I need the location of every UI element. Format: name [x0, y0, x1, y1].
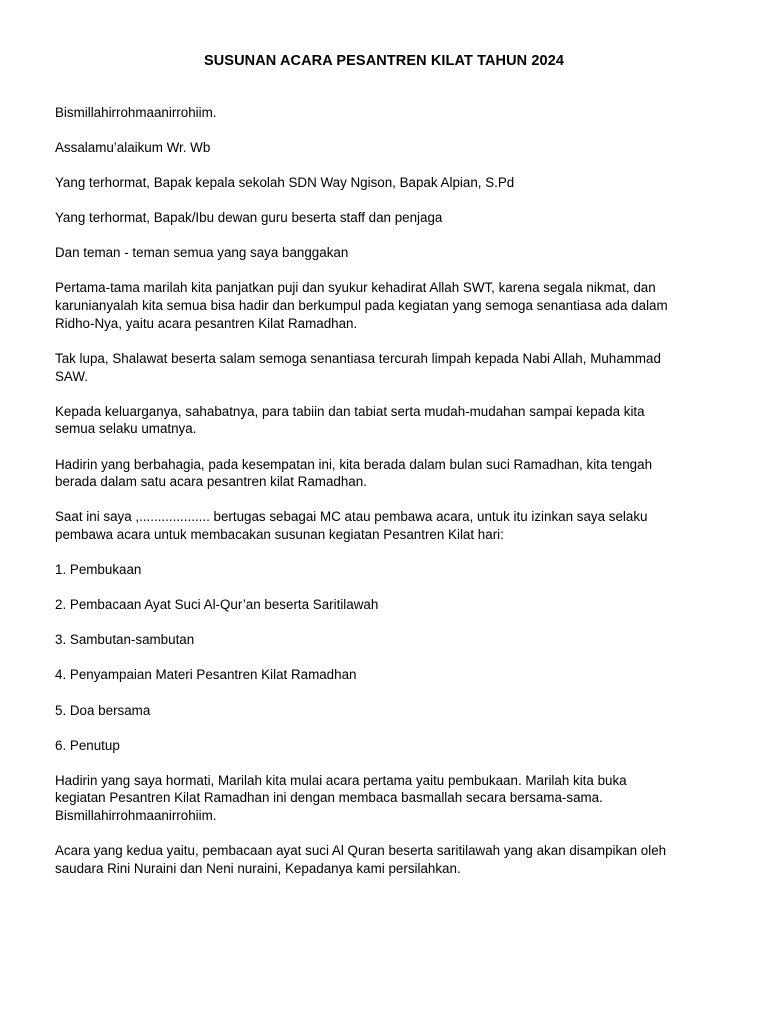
- paragraph-line: Tak lupa, Shalawat beserta salam semoga senantiasa tercurah limpah kepada Nabi Allah, Muhammad: [55, 350, 661, 366]
- paragraph-line: saudara Rini Nuraini dan Neni nuraini, Kepadanya kami persilahkan.: [55, 860, 461, 876]
- paragraph-line: 1. Pembukaan: [55, 562, 142, 578]
- document-paragraph: [55, 631, 715, 649]
- paragraph-line: kegiatan Pesantren Kilat Ramadhan ini dengan membaca basmallah secara bersama-sama.: [55, 790, 603, 806]
- document-paragraph: [55, 702, 715, 720]
- document-paragraph: [55, 737, 715, 755]
- document-paragraph: [55, 772, 715, 825]
- document-paragraph: [55, 842, 715, 877]
- document-paragraph: [55, 508, 715, 543]
- document-title: SUSUNAN ACARA PESANTREN KILAT TAHUN 2024: [203, 53, 565, 69]
- paragraph-line: Bismillahirrohmaanirrohiim.: [55, 105, 217, 120]
- document-paragraph: [55, 139, 715, 157]
- paragraph-line: Saat ini saya ,................... bertugas sebagai MC atau pembawa acara, untuk itu izinkan saya selaku: [55, 509, 648, 525]
- paragraph-line: Acara yang kedua yaitu, pembacaan ayat suci Al Quran beserta saritilawah yang akan disampikan oleh: [55, 843, 667, 859]
- paragraph-line: Kepada keluarganya, sahabatnya, para tabiin dan tabiat serta mudah-mudahan sampai kepada kita: [55, 403, 645, 419]
- paragraph-line: SAW.: [55, 368, 88, 384]
- document-paragraph: [55, 456, 715, 491]
- document-paragraph: [55, 244, 715, 262]
- paragraph-line: 5. Doa bersama: [55, 702, 151, 718]
- paragraph-line: Pertama-tama marilah kita panjatkan puji dan syukur kehadirat Allah SWT, karena segala nikmat, dan: [55, 280, 656, 296]
- paragraph-line: 3. Sambutan-sambutan: [55, 632, 195, 648]
- document-paragraph: [55, 596, 715, 614]
- paragraph-line: 6. Penutup: [55, 737, 120, 753]
- paragraph-line: semua selaku umatnya.: [55, 421, 197, 437]
- paragraph-line: 4. Penyampaian Materi Pesantren Kilat Ramadhan: [55, 667, 357, 683]
- paragraph-line: Hadirin yang saya hormati, Marilah kita mulai acara pertama yaitu pembukaan. Marilah kita buka: [55, 772, 627, 788]
- paragraph-line: 2. Pembacaan Ayat Suci Al-Qur’an beserta Saritilawah: [55, 597, 379, 613]
- paragraph-line: pembawa acara untuk membacakan susunan kegiatan Pesantren Kilat hari:: [55, 527, 504, 543]
- paragraph-line: Ridho-Nya, yaitu acara pesantren Kilat Ramadhan.: [55, 315, 358, 331]
- document-paragraph: [55, 350, 715, 385]
- document-paragraph: [55, 104, 715, 122]
- paragraph-line: Hadirin yang berbahagia, pada kesempatan ini, kita berada dalam bulan suci Ramadhan, kita tengah: [55, 456, 653, 472]
- document-paragraph: [55, 279, 715, 332]
- document-paragraph: [55, 209, 715, 227]
- paragraph-line: Dan teman - teman semua yang saya banggakan: [55, 245, 349, 261]
- document-paragraph: [55, 561, 715, 579]
- document-body: [55, 104, 715, 895]
- paragraph-line: Assalamu’alaikum Wr. Wb: [55, 140, 211, 156]
- document-paragraph: [55, 174, 715, 192]
- paragraph-line: karunianyalah kita semua bisa hadir dan berkumpul pada kegiatan yang semoga senantiasa ada dalam: [55, 298, 668, 314]
- document-paragraph: [55, 403, 715, 438]
- paragraph-line: Yang terhormat, Bapak/Ibu dewan guru beserta staff dan penjaga: [55, 210, 443, 226]
- paragraph-line: Yang terhormat, Bapak kepala sekolah SDN Way Ngison, Bapak Alpian, S.Pd: [55, 175, 515, 191]
- paragraph-line: berada dalam satu acara pesantren kilat Ramadhan.: [55, 474, 367, 490]
- paragraph-line: Bismillahirrohmaanirrohiim.: [55, 808, 217, 824]
- document-paragraph: [55, 666, 715, 684]
